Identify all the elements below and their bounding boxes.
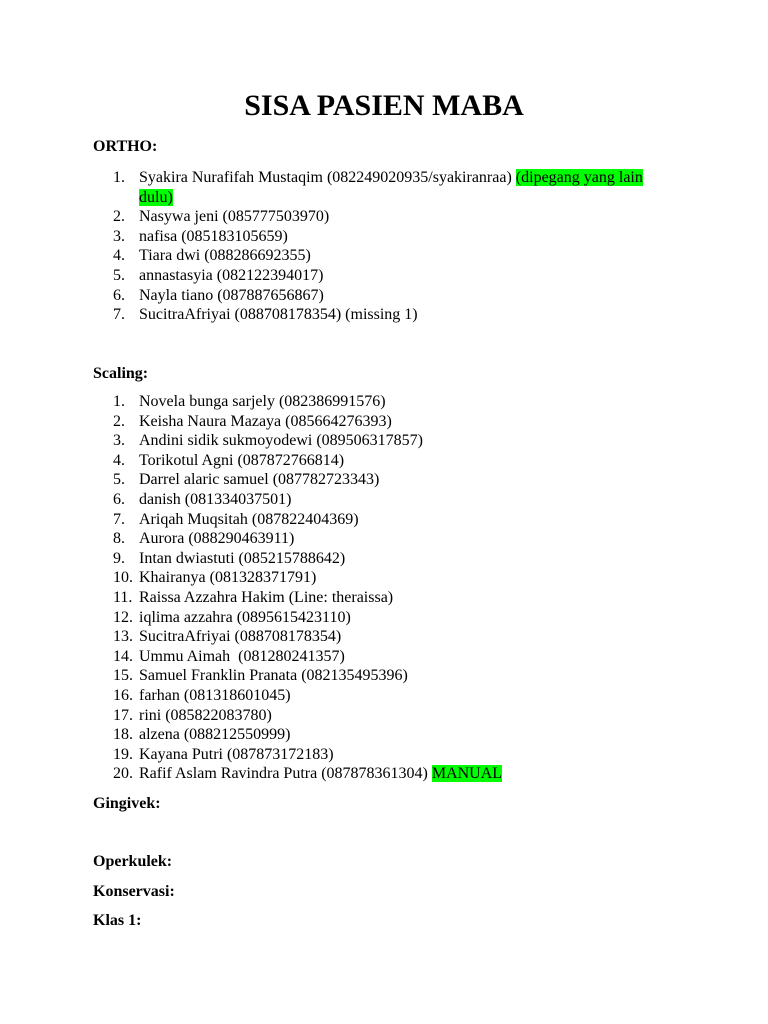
item-number: 7. <box>113 510 125 528</box>
section-heading-scaling: Scaling: <box>93 365 149 382</box>
item-text: annastasyia (082122394017) <box>139 266 324 284</box>
item-number: 2. <box>113 412 125 430</box>
list-item <box>0 549 649 569</box>
item-text: Intan dwiastuti (085215788642) <box>139 549 346 567</box>
item-number: 13. <box>113 628 133 646</box>
list-item <box>0 510 649 530</box>
list-item <box>0 431 649 451</box>
item-number: 1. <box>113 169 125 186</box>
item-text: rini (085822083780) <box>139 706 272 724</box>
highlight-note: MANUAL <box>431 765 503 783</box>
item-number: 14. <box>113 647 133 665</box>
item-number: 2. <box>113 208 125 226</box>
item-number: 11. <box>113 588 133 606</box>
list-item <box>0 529 649 549</box>
item-number: 6. <box>113 286 125 304</box>
item-number: 4. <box>113 451 125 469</box>
section-heading-gingivek: Gingivek: <box>93 795 161 812</box>
item-text: nafisa (085183105659) <box>139 227 288 245</box>
page-title: SISA PASIEN MABA <box>244 89 524 122</box>
list-item <box>0 207 649 227</box>
item-text: SucitraAfriyai (088708178354) (missing 1) <box>139 306 418 324</box>
list-item <box>0 764 649 784</box>
item-number: 20. <box>113 765 133 783</box>
list-item <box>0 451 649 471</box>
list-item <box>0 627 649 647</box>
item-text: Novela bunga sarjely (082386991576) <box>139 393 386 410</box>
item-text: iqlima azzahra (0895615423110) <box>139 608 351 626</box>
scaling-list <box>0 392 649 784</box>
list-item <box>0 568 649 588</box>
list-item <box>0 286 649 306</box>
section-heading-konservasi: Konservasi: <box>93 883 175 900</box>
item-text: Raissa Azzahra Hakim (Line: theraissa) <box>139 588 394 606</box>
item-text: alzena (088212550999) <box>139 726 291 744</box>
section-heading-ortho: ORTHO: <box>93 138 158 155</box>
section-heading-operkulek: Operkulek: <box>93 853 173 870</box>
item-number: 3. <box>113 432 125 450</box>
list-item <box>0 305 649 325</box>
item-number: 17. <box>113 706 133 724</box>
list-item <box>0 745 649 765</box>
list-item <box>0 246 649 266</box>
item-text: Andini sidik sukmoyodewi (089506317857) <box>139 432 423 450</box>
list-item <box>0 470 649 490</box>
list-item <box>0 608 649 628</box>
item-text: Keisha Naura Mazaya (085664276393) <box>139 412 392 430</box>
item-text: Nasywa jeni (085777503970) <box>139 208 330 226</box>
item-number: 4. <box>113 247 125 265</box>
list-item <box>0 706 649 726</box>
item-number: 8. <box>113 530 125 548</box>
item-number: 1. <box>113 393 125 410</box>
item-text: Darrel alaric samuel (087782723343) <box>139 471 380 489</box>
list-item <box>0 490 649 510</box>
item-text: Nayla tiano (087887656867) <box>139 286 324 304</box>
item-number: 6. <box>113 490 125 508</box>
item-text: Syakira Nurafifah Mustaqim (082249020935/syakiranraa) <box>139 169 512 186</box>
item-number: 18. <box>113 726 133 744</box>
item-text: Aurora (088290463911) <box>139 530 295 548</box>
list-item <box>0 266 649 286</box>
item-text: Tiara dwi (088286692355) <box>139 247 311 265</box>
item-text: Ummu Aimah (081280241357) <box>139 647 345 665</box>
item-number: 16. <box>113 686 133 704</box>
item-text: Ariqah Muqsitah (087822404369) <box>139 510 359 528</box>
highlight-note: (dipegang yang lain dulu) <box>139 169 643 206</box>
list-item <box>0 392 649 412</box>
item-text: Rafif Aslam Ravindra Putra (087878361304) <box>139 765 428 783</box>
item-number: 9. <box>113 549 125 567</box>
item-text: Samuel Franklin Pranata (082135495396) <box>139 667 408 685</box>
item-number: 19. <box>113 745 133 763</box>
item-number: 7. <box>113 306 125 324</box>
item-number: 5. <box>113 266 125 284</box>
list-item <box>0 647 649 667</box>
item-text: Torikotul Agni (087872766814) <box>139 451 345 469</box>
item-number: 12. <box>113 608 133 626</box>
list-item <box>0 588 649 608</box>
item-text: danish (081334037501) <box>139 490 292 508</box>
list-item <box>0 227 649 247</box>
list-item <box>0 168 649 207</box>
list-item <box>0 412 649 432</box>
item-text: SucitraAfriyai (088708178354) <box>139 628 342 646</box>
item-number: 15. <box>113 667 133 685</box>
item-text: Khairanya (081328371791) <box>139 569 317 587</box>
item-number: 3. <box>113 227 125 245</box>
ortho-list <box>0 168 649 325</box>
item-number: 5. <box>113 471 125 489</box>
list-item <box>0 686 649 706</box>
section-heading-klas-1: Klas 1: <box>93 912 142 929</box>
item-text: farhan (081318601045) <box>139 686 291 704</box>
list-item <box>0 725 649 745</box>
item-number: 10. <box>113 569 133 587</box>
list-item <box>0 666 649 686</box>
item-text: Kayana Putri (087873172183) <box>139 745 334 763</box>
